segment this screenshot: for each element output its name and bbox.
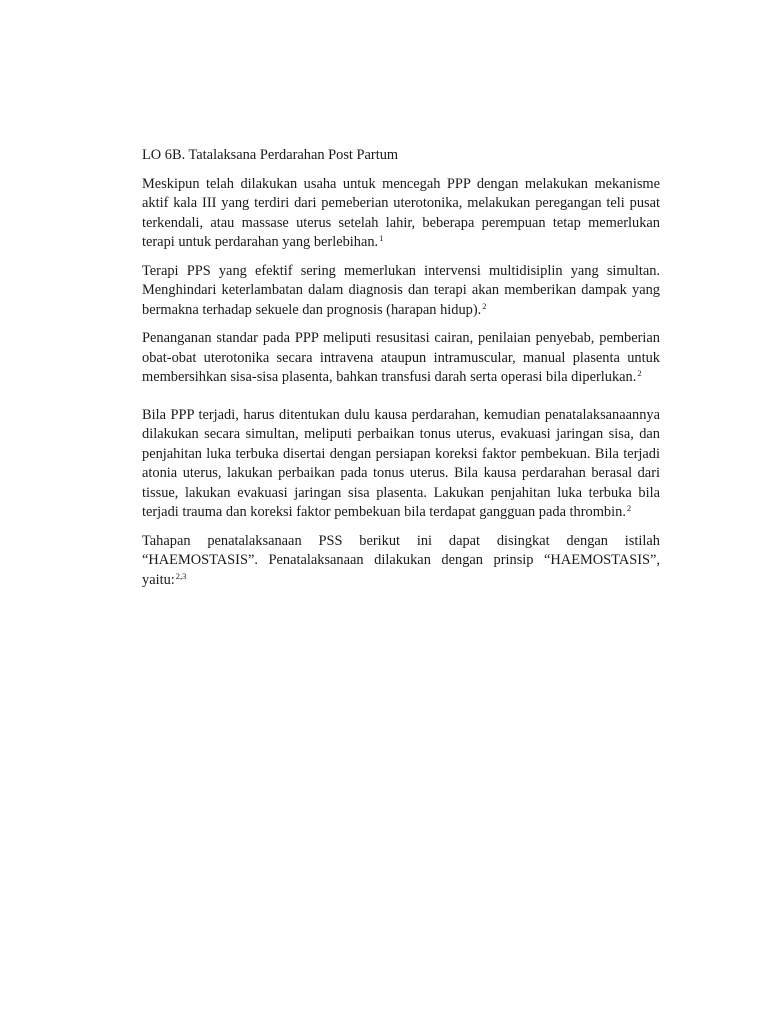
paragraph-1 [142,175,660,253]
paragraph-text: Meskipun telah dilakukan usaha untuk mencegah PPP dengan melakukan mekanisme aktif kala III yang terdiri dari pemeberian uterotonika, melakukan peregangan teli pusat terkendali, atau massase uterus setelah lahir, beberapa perempuan tetap memerlukan terapi untuk perdarahan yang berlebihan. [142,175,660,250]
reference-superscript: 2,3 [175,570,187,581]
document-page [142,146,660,599]
paragraph-5 [142,532,660,591]
section-heading: LO 6B. Tatalaksana Perdarahan Post Partum [142,147,399,163]
paragraph-text: Tahapan penatalaksanaan PSS berikut ini dapat disingkat dengan istilah “HAEMOSTASIS”. Penatalaksanaan dilakukan dengan prinsip “HAEMOSTASIS”, yaitu: [142,532,660,588]
paragraph-4 [142,406,660,523]
paragraph-text: Terapi PPS yang efektif sering memerlukan intervensi multidisiplin yang simultan. Menghindari keterlambatan dalam diagnosis dan terapi akan memberikan dampak yang bermakna terhadap sekuele dan prognosis (harapan hidup). [142,262,660,318]
paragraph-3 [142,329,660,388]
reference-superscript: 2 [626,503,632,513]
paragraph-text: Bila PPP terjadi, harus ditentukan dulu kausa perdarahan, kemudian penatalaksanaannya dilakukan secara simultan, meliputi perbaikan tonus uterus, evakuasi jaringan sisa, dan penjahitan luka terbuka disertai dengan persiapan koreksi faktor pembekuan. Bila terjadi atonia uterus, lakukan perbaikan pada tonus uterus. Bila kausa perdarahan berasal dari tissue, lakukan evakuasi jaringan sisa plasenta. Lakukan penjahitan luka terbuka bila terjadi trauma dan koreksi faktor pembekuan bila terdapat gangguan pada thrombin. [142,406,660,520]
reference-superscript: 2 [637,368,642,378]
reference-superscript: 2 [482,300,487,311]
paragraph-text: Penanganan standar pada PPP meliputi resusitasi cairan, penilaian penyebab, pemberian obat-obat uterotonika secara intravena ataupun intramuscular, manual plasenta untuk membersihkan sisa-sisa plasenta, bahkan transfusi darah serta operasi bila diperlukan. [142,330,660,385]
reference-superscript: 1 [379,233,384,243]
paragraph-2 [142,262,660,321]
